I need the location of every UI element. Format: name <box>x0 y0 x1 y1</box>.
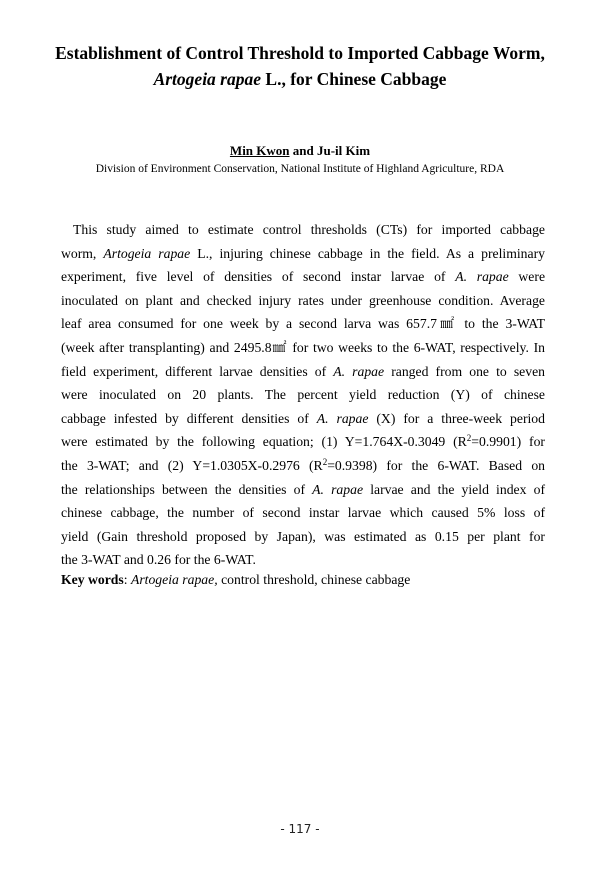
page-number: - 117 - <box>280 822 320 836</box>
keywords-species: Artogeia rapae, <box>130 572 218 587</box>
abstract-line: the relationships between the densities of A. rapae larvae and the yield index of <box>61 481 546 497</box>
abstract-line: experiment, five level of densities of second instar larvae of A. rapae were <box>61 269 546 285</box>
abstract-line: were inoculated on 20 plants. The percent yield reduction (Y) of chinese <box>61 387 545 403</box>
abstract-line: the 3-WAT and 0.26 for the 6-WAT. <box>61 552 256 568</box>
other-authors: and Ju-il Kim <box>289 143 371 158</box>
keywords-rest: control threshold, chinese cabbage <box>217 572 411 587</box>
keywords: Key words: Artogeia rapae, control threshold, chinese cabbage <box>61 572 411 587</box>
abstract-line: cabbage infested by different densities of A. rapae (X) for a three-week period <box>61 410 545 426</box>
abstract-line: the 3-WAT; and (2) Y=1.0305X-0.2976 $(R^2=0.9398)$ for the 6-WAT. Based on <box>61 456 546 473</box>
title-line-2-rest: L., for Chinese Cabbage <box>261 69 447 89</box>
title-line-1: Establishment of Control Threshold to Imported Cabbage Worm, <box>55 43 545 63</box>
abstract-line: field experiment, different larvae densities of A. rapae ranged from one to seven <box>61 363 546 379</box>
keywords-label: Key words <box>61 572 124 587</box>
abstract-line: This study aimed to estimate control thresholds (CTs) for imported cabbage <box>73 222 545 237</box>
abstract-line: inoculated on plant and checked injury rates under greenhouse condition. Average <box>61 292 545 308</box>
abstract-body <box>61 218 545 572</box>
abstract-line: yield (Gain threshold proposed by Japan), was estimated as 0.15 per plant for <box>61 528 545 544</box>
paper-title <box>40 40 560 92</box>
author-list <box>40 143 560 159</box>
first-author: Min Kwon <box>229 143 290 158</box>
title-line-2 <box>40 66 560 92</box>
abstract-line: were estimated by the following equation; (1) Y=1.764X-0.3049 $(R^2=0.9901)$ for <box>61 433 545 450</box>
abstract-line: leaf area consumed for one week by a second larva was 657.7㎟ to the 3-WAT <box>61 316 545 332</box>
abstract-line: chinese cabbage, the number of second instar larvae which caused 5% loss of <box>61 505 545 521</box>
affiliation: Division of Environment Conservation, National Institute of Highland Agriculture, RDA <box>95 163 505 175</box>
abstract-line: worm, Artogeia rapae L., injuring chinese cabbage in the field. As a preliminary <box>61 245 545 261</box>
title-species-name: Artogeia rapae <box>153 69 262 89</box>
abstract-line: (week after transplanting) and 2495.8㎟ for two weeks to the 6-WAT, respectively. In <box>61 339 545 355</box>
